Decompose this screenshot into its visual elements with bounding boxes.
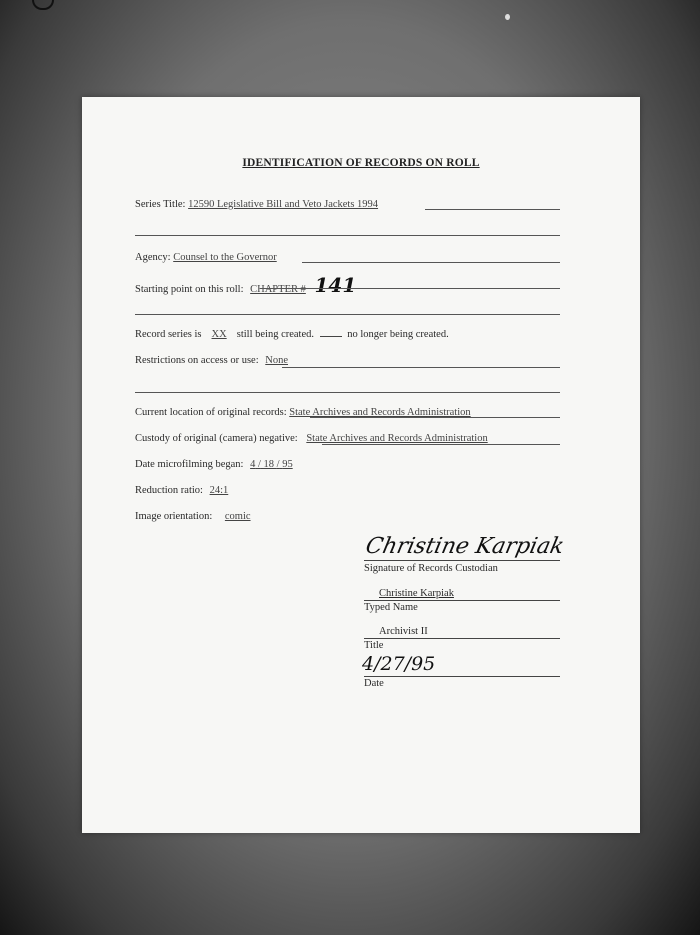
title-label: Title xyxy=(364,640,384,651)
typed-name-label: Typed Name xyxy=(364,602,418,613)
series-title-row xyxy=(135,199,378,210)
date-separator: / xyxy=(257,459,261,470)
date-began-month: 4 xyxy=(250,459,256,470)
starting-point-value: CHAPTER # xyxy=(250,284,306,295)
custody-value: State Archives and Records Administration xyxy=(306,433,488,444)
series-title-fill-line xyxy=(425,209,560,210)
signature-script: Christine Karpiak xyxy=(363,534,567,559)
date-label: Date xyxy=(364,678,384,689)
date-began-row xyxy=(135,459,293,470)
no-longer-created-mark xyxy=(320,336,342,337)
blank-line xyxy=(135,314,560,315)
restrictions-value: None xyxy=(265,355,289,366)
reduction-value: 24:1 xyxy=(209,485,229,496)
film-corner-mark xyxy=(32,0,54,10)
still-created-option: still being created. xyxy=(236,329,314,340)
restrictions-row xyxy=(135,355,288,366)
blank-line xyxy=(135,235,560,236)
title-value: Archivist II xyxy=(379,626,428,637)
date-began-year: 95 xyxy=(282,459,293,470)
date-script: 4/27/95 xyxy=(362,653,436,675)
reduction-row xyxy=(135,485,228,496)
agency-fill-line xyxy=(302,262,560,263)
agency-row xyxy=(135,252,277,263)
custody-label: Custody of original (camera) negative: xyxy=(135,433,298,444)
current-location-fill-line xyxy=(310,417,560,418)
handwritten-signature xyxy=(363,533,567,559)
starting-point-fill-line xyxy=(260,288,560,289)
agency-label: Agency: xyxy=(135,252,171,263)
film-speck xyxy=(505,14,510,20)
signature-label: Signature of Records Custodian xyxy=(364,563,498,574)
blank-line xyxy=(135,392,560,393)
date-line xyxy=(364,676,560,677)
reduction-label: Reduction ratio: xyxy=(135,485,203,496)
records-form-sheet xyxy=(82,97,640,833)
still-created-mark: XX xyxy=(211,329,227,340)
orientation-row xyxy=(135,511,251,522)
typed-name-value: Christine Karpiak xyxy=(379,588,454,599)
form-title: IDENTIFICATION OF RECORDS ON ROLL xyxy=(242,157,480,169)
custody-row xyxy=(135,433,488,444)
chapter-number-handwritten: 141 xyxy=(314,273,357,297)
date-separator: / xyxy=(276,459,280,470)
orientation-label: Image orientation: xyxy=(135,511,213,522)
restrictions-fill-line xyxy=(282,367,560,368)
signature-line xyxy=(364,560,560,561)
current-location-label: Current location of original records: xyxy=(135,407,287,418)
restrictions-label: Restrictions on access or use: xyxy=(135,355,259,366)
orientation-value: comic xyxy=(224,511,251,522)
series-title-label: Series Title: xyxy=(135,199,186,210)
handwritten-date xyxy=(362,653,435,675)
title-line xyxy=(364,638,560,639)
date-began-value xyxy=(250,459,293,470)
current-location-value: State Archives and Records Administration xyxy=(289,407,471,418)
date-began-day: 18 xyxy=(263,459,275,470)
agency-value: Counsel to the Governor xyxy=(173,252,277,263)
series-title-value: 12590 Legislative Bill and Veto Jackets 1994 xyxy=(188,199,379,210)
starting-point-label: Starting point on this roll: xyxy=(135,284,244,295)
date-began-label: Date microfilming began: xyxy=(135,459,244,470)
typed-name-line xyxy=(364,600,560,601)
no-longer-created-option: no longer being created. xyxy=(347,329,449,340)
record-series-row xyxy=(135,329,449,340)
starting-point-row xyxy=(135,273,356,297)
custody-fill-line xyxy=(322,444,560,445)
record-series-prefix: Record series is xyxy=(135,329,202,340)
